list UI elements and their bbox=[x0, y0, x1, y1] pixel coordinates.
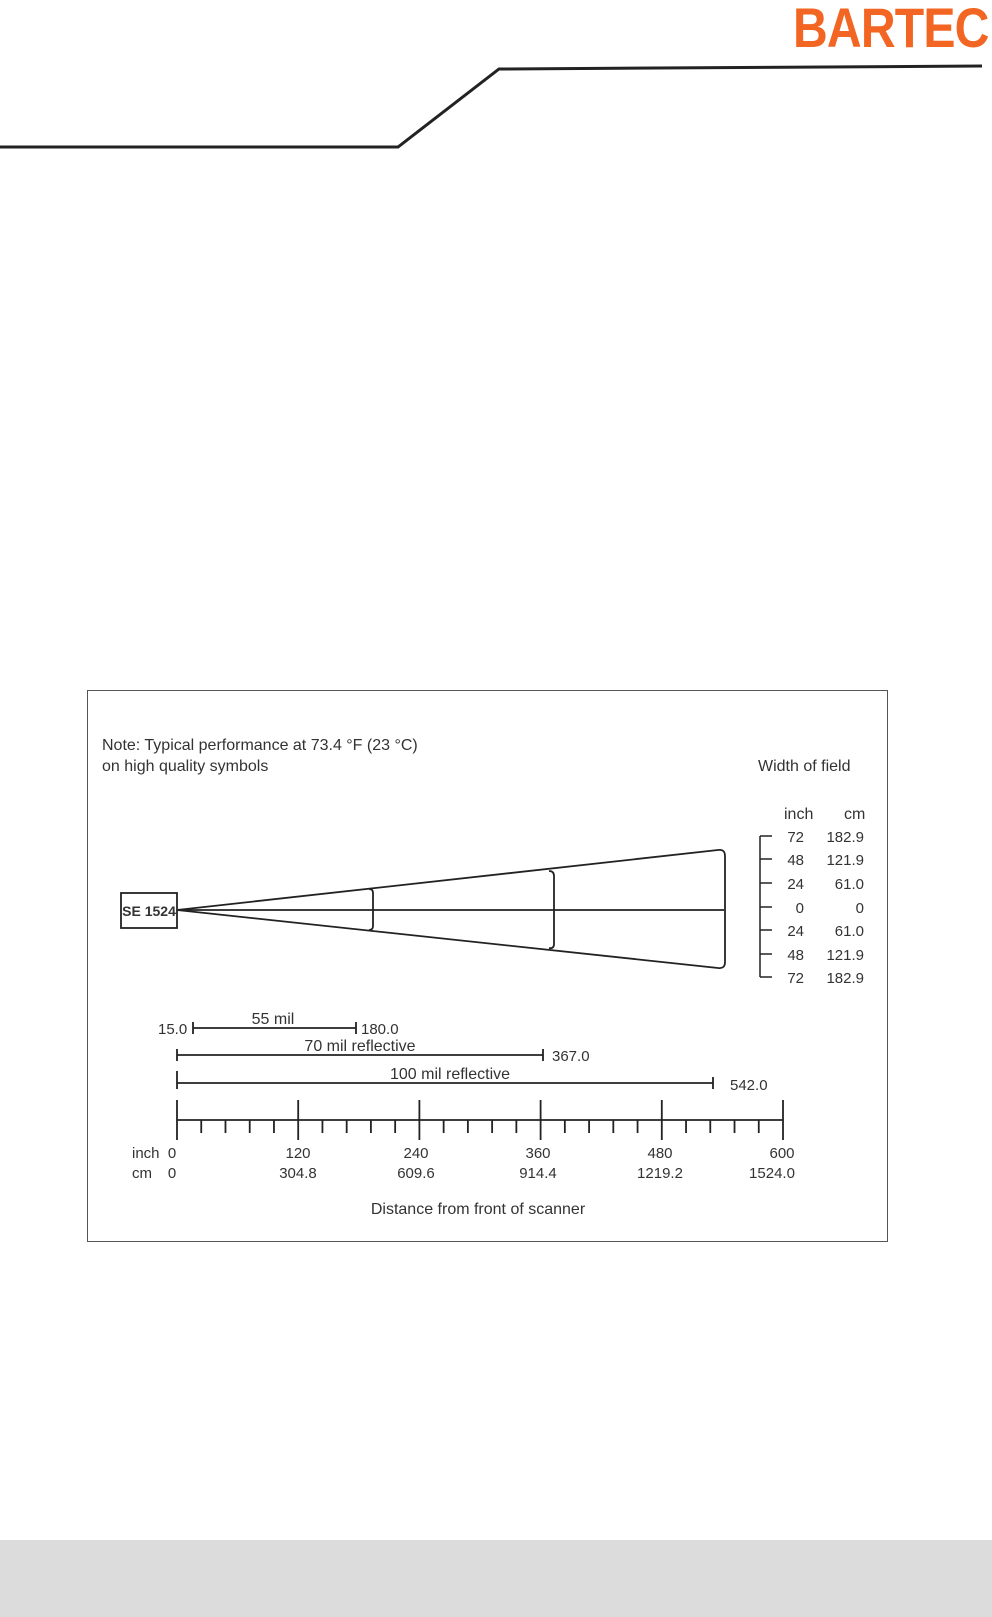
wof-row-cm: 182.9 bbox=[826, 829, 864, 846]
axis-tick-inch: 600 bbox=[769, 1145, 795, 1162]
distance-axis bbox=[177, 1100, 783, 1140]
wof-row-inch: 48 bbox=[787, 947, 804, 964]
axis-tick-cm: 304.8 bbox=[279, 1165, 317, 1182]
wof-row-cm: 121.9 bbox=[826, 947, 864, 964]
wof-row-cm: 61.0 bbox=[834, 876, 864, 893]
width-of-field-scale bbox=[760, 836, 772, 977]
wof-row-inch: 24 bbox=[787, 876, 804, 893]
axis-tick-inch: 360 bbox=[525, 1145, 551, 1162]
wof-unit-inch: inch bbox=[784, 806, 814, 823]
axis-tick-cm: 0 bbox=[167, 1165, 177, 1182]
scan-field-cone bbox=[177, 850, 725, 968]
range-70mil-end: 367.0 bbox=[552, 1048, 590, 1065]
wof-row-cm: 121.9 bbox=[826, 852, 864, 869]
axis-tick-inch: 240 bbox=[403, 1145, 429, 1162]
figure-note-line1: Note: Typical performance at 73.4 °F (23 °C) bbox=[102, 737, 418, 754]
scan-range-figure bbox=[87, 690, 888, 1242]
wof-row-inch: 48 bbox=[787, 852, 804, 869]
axis-unit-cm: cm bbox=[132, 1165, 152, 1182]
range-100mil-end: 542.0 bbox=[730, 1077, 768, 1094]
bartec-logo: BARTEC bbox=[793, 0, 989, 59]
axis-tick-inch: 0 bbox=[167, 1145, 177, 1162]
width-of-field-title: Width of field bbox=[758, 758, 851, 775]
wof-row-cm: 0 bbox=[855, 900, 864, 917]
figure-note-line2: on high quality symbols bbox=[102, 758, 269, 775]
axis-tick-inch: 120 bbox=[285, 1145, 311, 1162]
axis-tick-cm: 609.6 bbox=[397, 1165, 435, 1182]
range-55mil-label: 55 mil bbox=[251, 1011, 295, 1028]
axis-tick-cm: 1524.0 bbox=[749, 1165, 795, 1182]
wof-row-cm: 182.9 bbox=[826, 970, 864, 987]
wof-row-inch: 72 bbox=[787, 970, 804, 987]
axis-unit-inch: inch bbox=[132, 1145, 160, 1162]
range-70mil-label: 70 mil reflective bbox=[304, 1038, 416, 1055]
axis-tick-cm: 914.4 bbox=[519, 1165, 557, 1182]
wof-row-inch: 24 bbox=[787, 923, 804, 940]
range-55mil-start: 15.0 bbox=[158, 1021, 188, 1038]
axis-tick-inch: 480 bbox=[647, 1145, 673, 1162]
wof-row-cm: 61.0 bbox=[834, 923, 864, 940]
wof-unit-cm: cm bbox=[844, 806, 866, 823]
decode-zone-diagram bbox=[88, 691, 889, 1243]
wof-row-inch: 0 bbox=[795, 900, 804, 917]
scanner-label: SE 1524 bbox=[122, 903, 176, 919]
wof-row-inch: 72 bbox=[787, 829, 804, 846]
axis-title: Distance from front of scanner bbox=[370, 1201, 586, 1218]
footer-band bbox=[0, 1540, 992, 1617]
range-55mil-end: 180.0 bbox=[361, 1021, 399, 1038]
axis-tick-cm: 1219.2 bbox=[637, 1165, 683, 1182]
range-100mil-label: 100 mil reflective bbox=[389, 1066, 511, 1083]
